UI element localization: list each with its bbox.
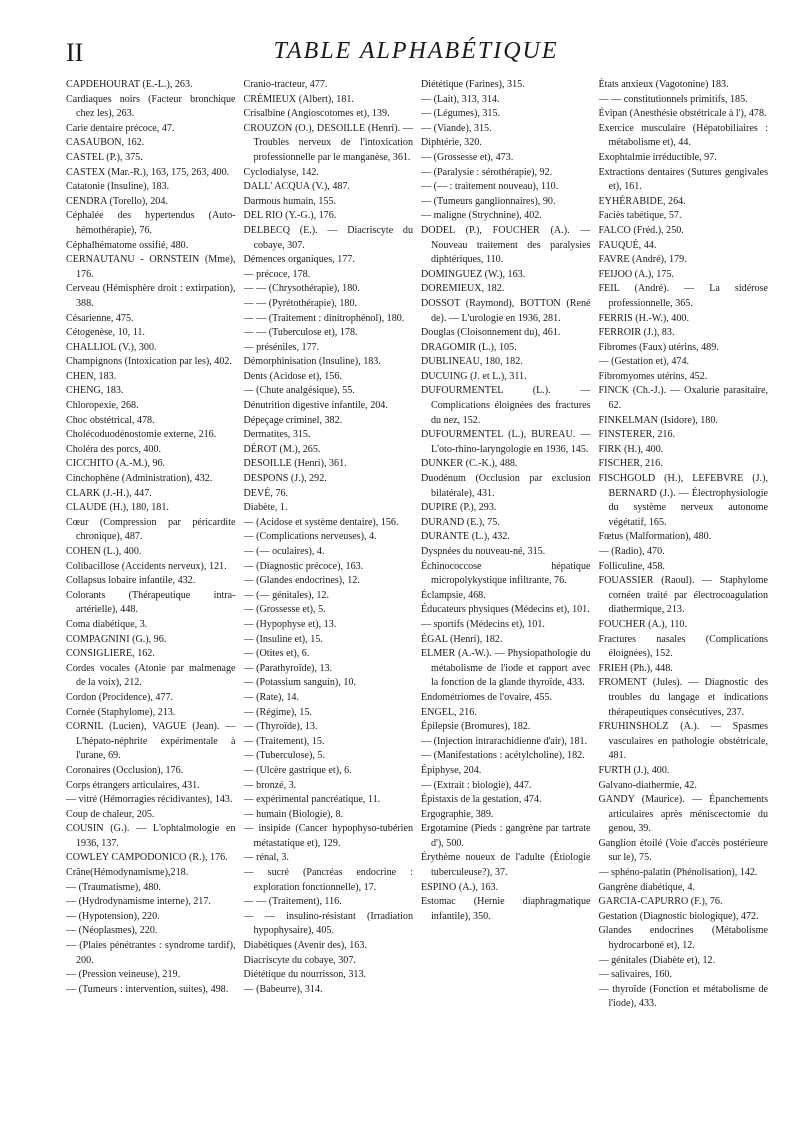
index-entry: — — constitutionnels primitifs, 185.	[598, 93, 748, 105]
index-entry: CLARK (J.-H.), 447.	[66, 487, 152, 499]
index-entry: — (Néoplasmes), 220.	[66, 925, 158, 937]
index-entry: — (— oculaires), 4.	[243, 546, 325, 557]
index-entry: — vitré (Hémorragies récidivantes), 143.	[66, 794, 233, 806]
index-entry: FISCHGOLD (H.), LEFEBVRE (J.), BERNARD (J.). — Électrophysiologie du système nerveux autonome végétatif, 165.	[598, 473, 768, 528]
index-entry: — (— génitales), 12.	[243, 589, 329, 601]
index-entry: FRUHINSHOLZ (A.). — Spasmes vasculaires en pathologie obstétricale, 481.	[598, 721, 768, 762]
index-entry: CROUZON (O.), DESOILLE (Henri). — Troubles nerveux de l'intoxication professionnelle par le manganèse, 361.	[243, 122, 413, 163]
index-entry: FROMENT (Jules). — Diagnostic des troubles du langage et indications thérapeutiques consécutives, 237.	[598, 677, 768, 718]
index-entry: Colorants (Thérapeutique intra-artérielle), 448.	[66, 589, 236, 616]
index-entry: FERROIR (J.), 83.	[598, 327, 675, 339]
index-columns	[66, 78, 768, 1118]
page-title: TABLE ALPHABÉTIQUE	[273, 38, 559, 64]
index-entry: — (Tumeurs : intervention, suites), 498.	[66, 983, 229, 995]
index-entry: — expérimental pancréatique, 11.	[243, 794, 381, 806]
index-entry: — bronzé, 3.	[243, 779, 297, 791]
index-entry: COHEN (L.), 400.	[66, 546, 142, 557]
index-entry: Démences organiques, 177.	[243, 254, 355, 266]
index-entry: CORNIL (Lucien), VAGUE (Jean). — L'hépato-néphrite expérimentale à l'urane, 69.	[66, 721, 236, 762]
index-column-3	[421, 78, 591, 1118]
index-entry: DUFOURMENTEL (L.), BUREAU. — L'oto-rhino-laryngologie en 1936, 145.	[421, 429, 591, 455]
index-entry: — (Radio), 470.	[598, 546, 665, 557]
index-entry: ESPINO (A.), 163.	[421, 881, 499, 893]
index-entry: FALCO (Fréd.), 250.	[598, 224, 684, 236]
index-entry: CONSIGLIERE, 162.	[66, 648, 155, 660]
index-entry: COMPAGNINI (G.), 96.	[66, 633, 167, 645]
index-entry: Faciès tabétique, 57.	[598, 210, 682, 222]
index-entry: Évipan (Anesthésie obstétricale à l'), 478.	[598, 108, 767, 120]
index-entry: Corps étrangers articulaires, 431.	[66, 779, 200, 791]
index-entry: COWLEY CAMPODONICO (R.), 176.	[66, 852, 228, 864]
index-entry: — salivaires, 160.	[598, 969, 672, 981]
index-entry: Diphtérie, 320.	[421, 137, 482, 149]
index-entry: ELMER (A.-W.). — Physiopathologie du métabolisme de l'iode et rapport avec la fonction de la glande thyroïde, 433.	[421, 648, 591, 689]
index-entry: — (— : traitement nouveau), 110.	[421, 181, 559, 193]
index-entry: Dermatites, 315.	[243, 429, 311, 441]
index-entry: FAUQUÉ, 44.	[598, 239, 657, 251]
index-entry: Choc obstétrical, 478.	[66, 414, 155, 426]
index-entry: — sportifs (Médecins et), 101.	[421, 618, 545, 630]
index-entry: — (Glandes endocrines), 12.	[243, 575, 360, 587]
index-column-1	[66, 78, 236, 1118]
index-entry: CASAUBON, 162.	[66, 137, 145, 149]
index-entry: — — (Tuberculose et), 178.	[243, 327, 358, 339]
index-column-2	[244, 78, 414, 1118]
index-entry: Ergotamine (Pieds : gangrène par tartrate d'), 500.	[421, 823, 591, 849]
index-entry: — — insulino-résistant (Irradiation hypophysaire), 405.	[243, 910, 413, 937]
index-entry: Érythème noueux de l'adulte (Étiologie tuberculeuse?), 37.	[421, 852, 591, 879]
index-entry: EYHÉRABIDE, 264.	[598, 195, 686, 207]
index-entry: CLAUDE (H.), 180, 181.	[66, 502, 169, 514]
index-entry: Fœtus (Malformation), 480.	[598, 531, 712, 543]
index-entry: DEL RIO (Y.-G.), 176.	[243, 210, 337, 222]
index-entry: Choléra des porcs, 400.	[66, 443, 162, 455]
index-entry: DÉROT (M.), 265.	[243, 443, 321, 455]
index-entry: ÉGAL (Henri), 182.	[421, 633, 503, 645]
index-entry: — préséniles, 177.	[243, 341, 320, 353]
index-entry: Épilepsie (Bromures), 182.	[421, 721, 531, 733]
index-entry: — (Viande), 315.	[421, 122, 492, 134]
index-entry: — (Régime), 15.	[243, 706, 312, 718]
index-entry: Césarienne, 475.	[66, 312, 134, 324]
index-entry: Catatonie (Insuline), 183.	[66, 181, 170, 193]
index-entry: Coronaires (Occlusion), 176.	[66, 764, 184, 776]
index-entry: Cornée (Staphylome), 213.	[66, 706, 176, 718]
index-entry: CASTEL (P.), 375.	[66, 151, 143, 163]
index-entry: Diabétiques (Avenir des), 163.	[243, 940, 367, 952]
index-entry: Diététique du nourrisson, 313.	[243, 969, 367, 981]
index-entry: Éclampsie, 468.	[421, 589, 486, 601]
index-entry: Estomac (Hernie diaphragmatique infantile), 350.	[421, 896, 591, 922]
index-entry: Champignons (Intoxication par les), 402.	[66, 356, 232, 368]
index-entry: Endométriomes de l'ovaire, 455.	[421, 691, 553, 703]
index-entry: Cœur (Compression par péricardite chronique), 487.	[66, 516, 236, 543]
index-entry: DUNKER (C.-K.), 488.	[421, 458, 518, 470]
index-entry: — (Chute analgésique), 55.	[243, 385, 355, 397]
index-entry: FINKELMAN (Isidore), 180.	[598, 414, 718, 426]
index-entry: FOUCHER (A.), 110.	[598, 618, 688, 630]
index-entry: — (Rate), 14.	[243, 691, 300, 703]
index-entry: — (Hydrodynamisme interne), 217.	[66, 896, 211, 908]
index-entry: Céphalhématome ossifié, 480.	[66, 239, 189, 251]
index-entry: FEIJOO (A.), 175.	[598, 268, 674, 280]
index-entry: CRÉMIEUX (Albert), 181.	[243, 93, 354, 105]
index-entry: Coup de chaleur, 205.	[66, 808, 155, 820]
index-entry: États anxieux (Vagotonine) 183.	[598, 79, 729, 90]
index-entry: — (Grossesse et), 473.	[421, 151, 514, 163]
index-entry: FIRK (H.), 400.	[598, 443, 664, 455]
index-entry: Céphalée des hypertendus (Auto-hémothérapie), 76.	[66, 210, 236, 236]
index-entry: — (Paralysie : sérothérapie), 92.	[421, 166, 553, 178]
index-entry: — (Acidose et système dentaire), 156.	[243, 516, 399, 528]
index-entry: Gestation (Diagnostic biologique), 472.	[598, 910, 759, 922]
index-entry: Démorphinisation (Insuline), 183.	[243, 356, 381, 368]
index-entry: — (Ulcère gastrique et), 6.	[243, 764, 352, 776]
index-entry: GARCIA-CAPURRO (F.), 76.	[598, 896, 723, 908]
index-entry: Fibromes (Faux) utérins, 489.	[598, 341, 719, 353]
index-entry: Ergographie, 389.	[421, 808, 494, 820]
index-entry: Folliculine, 458.	[598, 560, 665, 572]
index-entry: — insipide (Cancer hypophyso-tubérien métastatique et), 129.	[243, 823, 413, 849]
index-entry: Cyclodialyse, 142.	[243, 166, 319, 178]
index-entry: — (Complications nerveuses), 4.	[243, 531, 377, 543]
index-entry: — sphéno-palatin (Phénolisation), 142.	[598, 867, 758, 879]
index-entry: DESPONS (J.), 292.	[243, 473, 327, 485]
index-entry: Ganglion étoilé (Voie d'accès postérieure sur le), 75.	[598, 837, 768, 864]
index-entry: — (Légumes), 315.	[421, 108, 501, 120]
index-entry: — (Gestation et), 474.	[598, 356, 690, 368]
index-entry: Cinchophène (Administration), 432.	[66, 473, 213, 485]
index-entry: Dents (Acidose et), 156.	[243, 370, 342, 382]
index-entry: Cordes vocales (Atonie par malmenage de la voix), 212.	[66, 662, 236, 689]
index-entry: DEVÉ, 76.	[243, 487, 289, 499]
index-entry: DOMINGUEZ (W.), 163.	[421, 268, 526, 280]
index-entry: Carie dentaire précoce, 47.	[66, 122, 175, 134]
index-entry: — (Pression veineuse), 219.	[66, 969, 181, 981]
index-entry: — sucré (Pancréas endocrine : exploration fonctionnelle), 17.	[243, 867, 413, 893]
index-entry: CICCHITO (A.-M.), 96.	[66, 458, 166, 470]
index-entry: FINCK (Ch.-J.). — Oxalurie parasitaire, 62.	[598, 385, 768, 412]
index-entry: FEIL (André). — La sidérose professionnelle, 365.	[598, 283, 768, 309]
index-entry: — (Babeurre), 314.	[243, 983, 323, 995]
index-entry: Gangrène diabétique, 4.	[598, 881, 695, 893]
index-entry: GANDY (Maurice). — Épanchements articulaires après méniscectomie du genou, 39.	[598, 794, 768, 835]
index-entry: FURTH (J.), 400.	[598, 764, 670, 776]
index-entry: DURAND (E.), 75.	[421, 516, 500, 528]
index-entry: FERRIS (H.-W.), 400.	[598, 312, 689, 324]
index-entry: Douglas (Cloisonnement du), 461.	[421, 327, 561, 339]
index-entry: — — (Traitement), 116.	[243, 896, 342, 908]
index-entry: — maligne (Strychnine), 402.	[421, 210, 542, 222]
index-entry: Épiphyse, 204.	[421, 764, 482, 776]
index-entry: ENGEL, 216.	[421, 706, 477, 718]
index-entry: — (Grossesse et), 5.	[243, 604, 326, 616]
index-entry: CAPDEHOURAT (E.-L.), 263.	[66, 79, 193, 90]
index-entry: — (Otites et), 6.	[243, 648, 310, 660]
index-entry: — précoce, 178.	[243, 268, 311, 280]
page-header	[66, 38, 766, 78]
index-entry: FOUASSIER (Raoul). — Staphylome cornéen traité par électrocoagulation diathermique, 213.	[598, 575, 768, 616]
index-entry: Coma diabétique, 3.	[66, 618, 148, 630]
index-entry: DODEL (P.), FOUCHER (A.). — Nouveau traitement des paralysies diphtériques, 110.	[421, 224, 591, 266]
index-entry: CASTEX (Mar.-R.), 163, 175, 263, 400.	[66, 166, 230, 178]
index-column-4	[599, 78, 769, 1118]
index-entry: FINSTERER, 216.	[598, 429, 676, 441]
index-entry: Crâne(Hémodynamisme),218.	[66, 867, 189, 879]
index-entry: DUCUING (J. et L.), 311.	[421, 370, 527, 382]
index-entry: Darmous humain, 155.	[243, 195, 337, 207]
index-entry: — (Traumatisme), 480.	[66, 881, 161, 893]
index-entry: DURANTE (L.), 432.	[421, 531, 510, 543]
index-entry: CHALLIOL (V.), 300.	[66, 341, 157, 353]
index-entry: — (Potassium sanguin), 10.	[243, 677, 356, 689]
index-entry: DALL' ACQUA (V.), 487.	[243, 181, 350, 193]
index-entry: — (Lait), 313, 314.	[421, 93, 500, 105]
index-entry: — (Hypophyse et), 13.	[243, 618, 337, 630]
index-entry: Diététique (Farines), 315.	[421, 79, 525, 90]
index-entry: Fibromyomes utérins, 452.	[598, 370, 708, 382]
index-entry: Exercice musculaire (Hépatobiliaires : métabolisme et), 44.	[598, 122, 768, 149]
index-entry: Fractures nasales (Complications éloignées), 152.	[598, 633, 768, 660]
index-entry: — (Insuline et), 15.	[243, 633, 323, 645]
index-entry: DELBECQ (E.). — Diacriscyte du cobaye, 307.	[243, 224, 413, 251]
index-entry: DUFOURMENTEL (L.). — Complications éloignées des fractures du nez, 152.	[421, 385, 591, 426]
index-entry: DUPIRE (P.), 293.	[421, 502, 497, 514]
index-entry: Chloropexie, 268.	[66, 400, 139, 412]
index-entry: FRIEH (Ph.), 448.	[598, 662, 673, 674]
index-entry: Dyspnées du nouveau-né, 315.	[421, 546, 546, 557]
index-entry: — génitales (Diabète et), 12.	[598, 954, 716, 966]
index-entry: FAVRE (André), 179.	[598, 254, 687, 266]
index-entry: Diabète, 1.	[243, 502, 288, 514]
index-entry: Exophtalmie irréductible, 97.	[598, 151, 717, 163]
index-entry: Galvano-diathermie, 42.	[598, 779, 697, 791]
index-entry: CHENG, 183.	[66, 385, 124, 397]
index-entry: Colibacillose (Accidents nerveux), 121.	[66, 560, 227, 572]
index-entry: — (Extrait : biologie), 447.	[421, 779, 532, 791]
index-entry: DESOILLE (Henri), 361.	[243, 458, 347, 470]
index-entry: — (Thyroïde), 13.	[243, 721, 318, 733]
index-entry: — (Diagnostic précoce), 163.	[243, 560, 364, 572]
index-entry: — humain (Biologie), 8.	[243, 808, 344, 820]
index-entry: Cerveau (Hémisphère droit : extirpation), 388.	[66, 283, 236, 309]
index-entry: Collapsus lobaire infantile, 432.	[66, 575, 196, 587]
index-entry: Cholécoduodénostomie externe, 216.	[66, 429, 217, 441]
index-entry: — (Tumeurs ganglionnaires), 90.	[421, 195, 556, 207]
index-entry: Dépeçage criminel, 382.	[243, 414, 343, 426]
index-entry: — (Hypotension), 220.	[66, 910, 160, 922]
index-entry: — — (Traitement : dinitrophénol), 180.	[243, 312, 405, 324]
index-entry: — (Plaies pénétrantes : syndrome tardif), 200.	[66, 940, 236, 966]
page-number: II	[66, 38, 84, 67]
index-entry: — (Traitement), 15.	[243, 735, 325, 747]
index-entry: Crisalbine (Angioscotomes et), 139.	[243, 108, 390, 120]
index-entry: CHEN, 183.	[66, 370, 117, 382]
index-entry: Éducateurs physiques (Médecins et), 101.	[421, 604, 590, 616]
index-entry: — (Parathyroïde), 13.	[243, 662, 333, 674]
index-entry: — (Injection intrarachidienne d'air), 181.	[421, 735, 588, 747]
index-entry: Diacriscyte du cobaye, 307.	[243, 954, 356, 966]
index-entry: DOREMIEUX, 182.	[421, 283, 505, 295]
index-entry: — rénal, 3.	[243, 852, 289, 864]
index-entry: DRAGOMIR (L.), 105.	[421, 341, 517, 353]
index-entry: Cardiaques noirs (Facteur bronchique chez les), 263.	[66, 93, 236, 120]
index-entry: — — (Chrysothérapie), 180.	[243, 283, 360, 295]
index-entry: CERNAUTANU - ORNSTEIN (Mme), 176.	[66, 254, 236, 280]
index-entry: — — (Pyrétothérapie), 180.	[243, 297, 358, 309]
index-entry: — (Tuberculose), 5.	[243, 750, 325, 762]
index-entry: DUBLINEAU, 180, 182.	[421, 356, 523, 368]
index-entry: Cranio-tracteur, 477.	[243, 79, 328, 90]
index-entry: Extractions dentaires (Sutures gengivales et), 161.	[598, 166, 768, 193]
index-entry: Glandes endocrines (Métabolisme hydrocarboné et), 12.	[598, 925, 768, 952]
index-entry: — (Manifestations : acétylcholine), 182.	[421, 750, 585, 762]
index-entry: Cordon (Procidence), 477.	[66, 691, 174, 703]
index-entry: FISCHER, 216.	[598, 458, 663, 470]
index-entry: — thyroïde (Fonction et métabolisme de l'iode), 433.	[598, 983, 768, 1010]
index-entry: Cétogenèse, 10, 11.	[66, 327, 145, 339]
index-entry: Épistaxis de la gestation, 474.	[421, 794, 542, 806]
index-entry: DOSSOT (Raymond), BOTTON (René de). — L'urologie en 1936, 281.	[421, 297, 591, 324]
index-entry: Duodénum (Occlusion par exclusion bilatérale), 431.	[421, 473, 591, 499]
index-entry: Échinococcose hépatique micropolykystique infiltrante, 76.	[421, 560, 591, 587]
index-entry: COUSIN (G.). — L'ophtalmologie en 1936, 137.	[66, 823, 236, 849]
index-entry: Dénutrition digestive infantile, 204.	[243, 400, 388, 412]
index-entry: CENDRA (Torello), 204.	[66, 195, 168, 207]
